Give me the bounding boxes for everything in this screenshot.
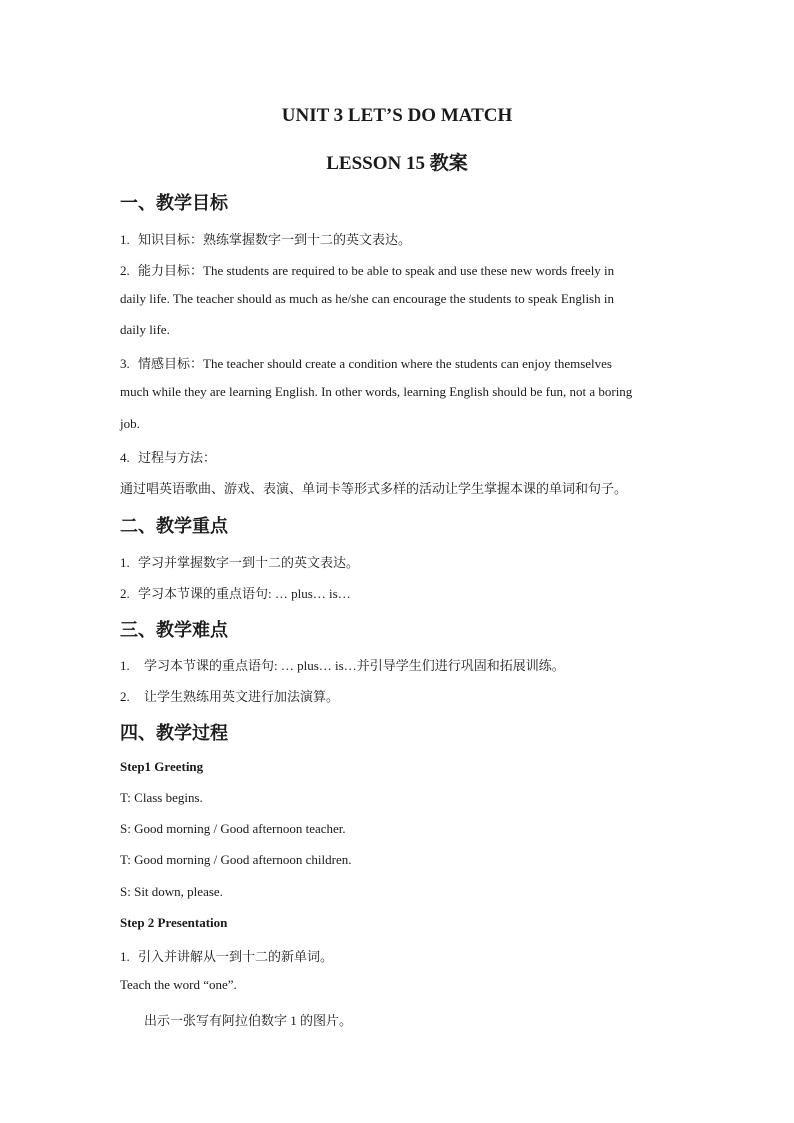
section-heading-difficulties: 三、教学难点 xyxy=(120,620,228,641)
item-number: 1. xyxy=(120,949,130,964)
step2-title: Step 2 Presentation xyxy=(120,915,228,930)
item-number: 1. xyxy=(120,232,130,247)
item-number: 1. xyxy=(120,658,130,673)
item-number: 4. xyxy=(120,450,130,465)
item-number: 3. xyxy=(120,356,130,371)
section-heading-process: 四、教学过程 xyxy=(120,723,228,744)
unit-title: UNIT 3 LET’S DO MATCH xyxy=(281,105,513,126)
goals-item-4 xyxy=(120,447,216,466)
item-number: 2. xyxy=(120,263,130,278)
item-text: 过程与方法： xyxy=(138,450,217,465)
item-text: 情感目标：The teacher should create a condition where the students can enjoy themselves xyxy=(138,356,612,371)
difficulties-item-1 xyxy=(120,655,565,674)
goals-item-2-cont-2: daily life. xyxy=(120,322,170,337)
item-text: 知识目标：熟练掌握数字一到十二的英文表达。 xyxy=(138,232,412,247)
key-points-item-2 xyxy=(120,583,351,602)
item-text: 引入并讲解从一到十二的新单词。 xyxy=(138,949,334,964)
step2-line-1: Teach the word “one”. xyxy=(120,977,237,992)
item-number: 2. xyxy=(120,689,130,704)
step2-item-1 xyxy=(120,946,333,965)
difficulties-item-2 xyxy=(120,686,339,705)
goals-item-4-cont-1: 通过唱英语歌曲、游戏、表演、单词卡等形式多样的活动让学生掌握本课的单词和句子。 xyxy=(120,481,628,496)
goals-item-3-cont-1: much while they are learning English. In other words, learning English should be fun, not a boring xyxy=(120,384,633,399)
step1-line-3: T: Good morning / Good afternoon children. xyxy=(120,852,352,867)
item-number: 1. xyxy=(120,555,130,570)
goals-item-1 xyxy=(120,229,411,248)
step1-line-1: T: Class begins. xyxy=(120,790,203,805)
item-text: 让学生熟练用英文进行加法演算。 xyxy=(144,689,340,704)
item-text: 学习本节课的重点语句: … plus… is… xyxy=(138,586,351,601)
item-text: 学习并掌握数字一到十二的英文表达。 xyxy=(138,555,360,570)
goals-item-2-cont-1: daily life. The teacher should as much as he/she can encourage the students to speak English in xyxy=(120,291,614,306)
step1-title: Step1 Greeting xyxy=(120,759,204,774)
lesson-title: LESSON 15 教案 xyxy=(326,153,468,174)
item-text: 能力目标：The students are required to be able to speak and use these new words freely in xyxy=(138,263,615,278)
step1-line-4: S: Sit down, please. xyxy=(120,884,223,899)
goals-item-3 xyxy=(120,353,612,372)
key-points-item-1 xyxy=(120,552,359,571)
section-heading-goals: 一、教学目标 xyxy=(120,193,228,214)
item-text: 学习本节课的重点语句: … plus… is…并引导学生们进行巩固和拓展训练。 xyxy=(144,658,565,673)
section-heading-key-points: 二、教学重点 xyxy=(120,516,228,537)
goals-item-3-cont-2: job. xyxy=(120,416,140,431)
goals-item-2 xyxy=(120,260,614,279)
step1-line-2: S: Good morning / Good afternoon teacher. xyxy=(120,821,346,836)
item-number: 2. xyxy=(120,586,130,601)
step2-line-2: 出示一张写有阿拉伯数字 1 的图片。 xyxy=(144,1013,353,1028)
